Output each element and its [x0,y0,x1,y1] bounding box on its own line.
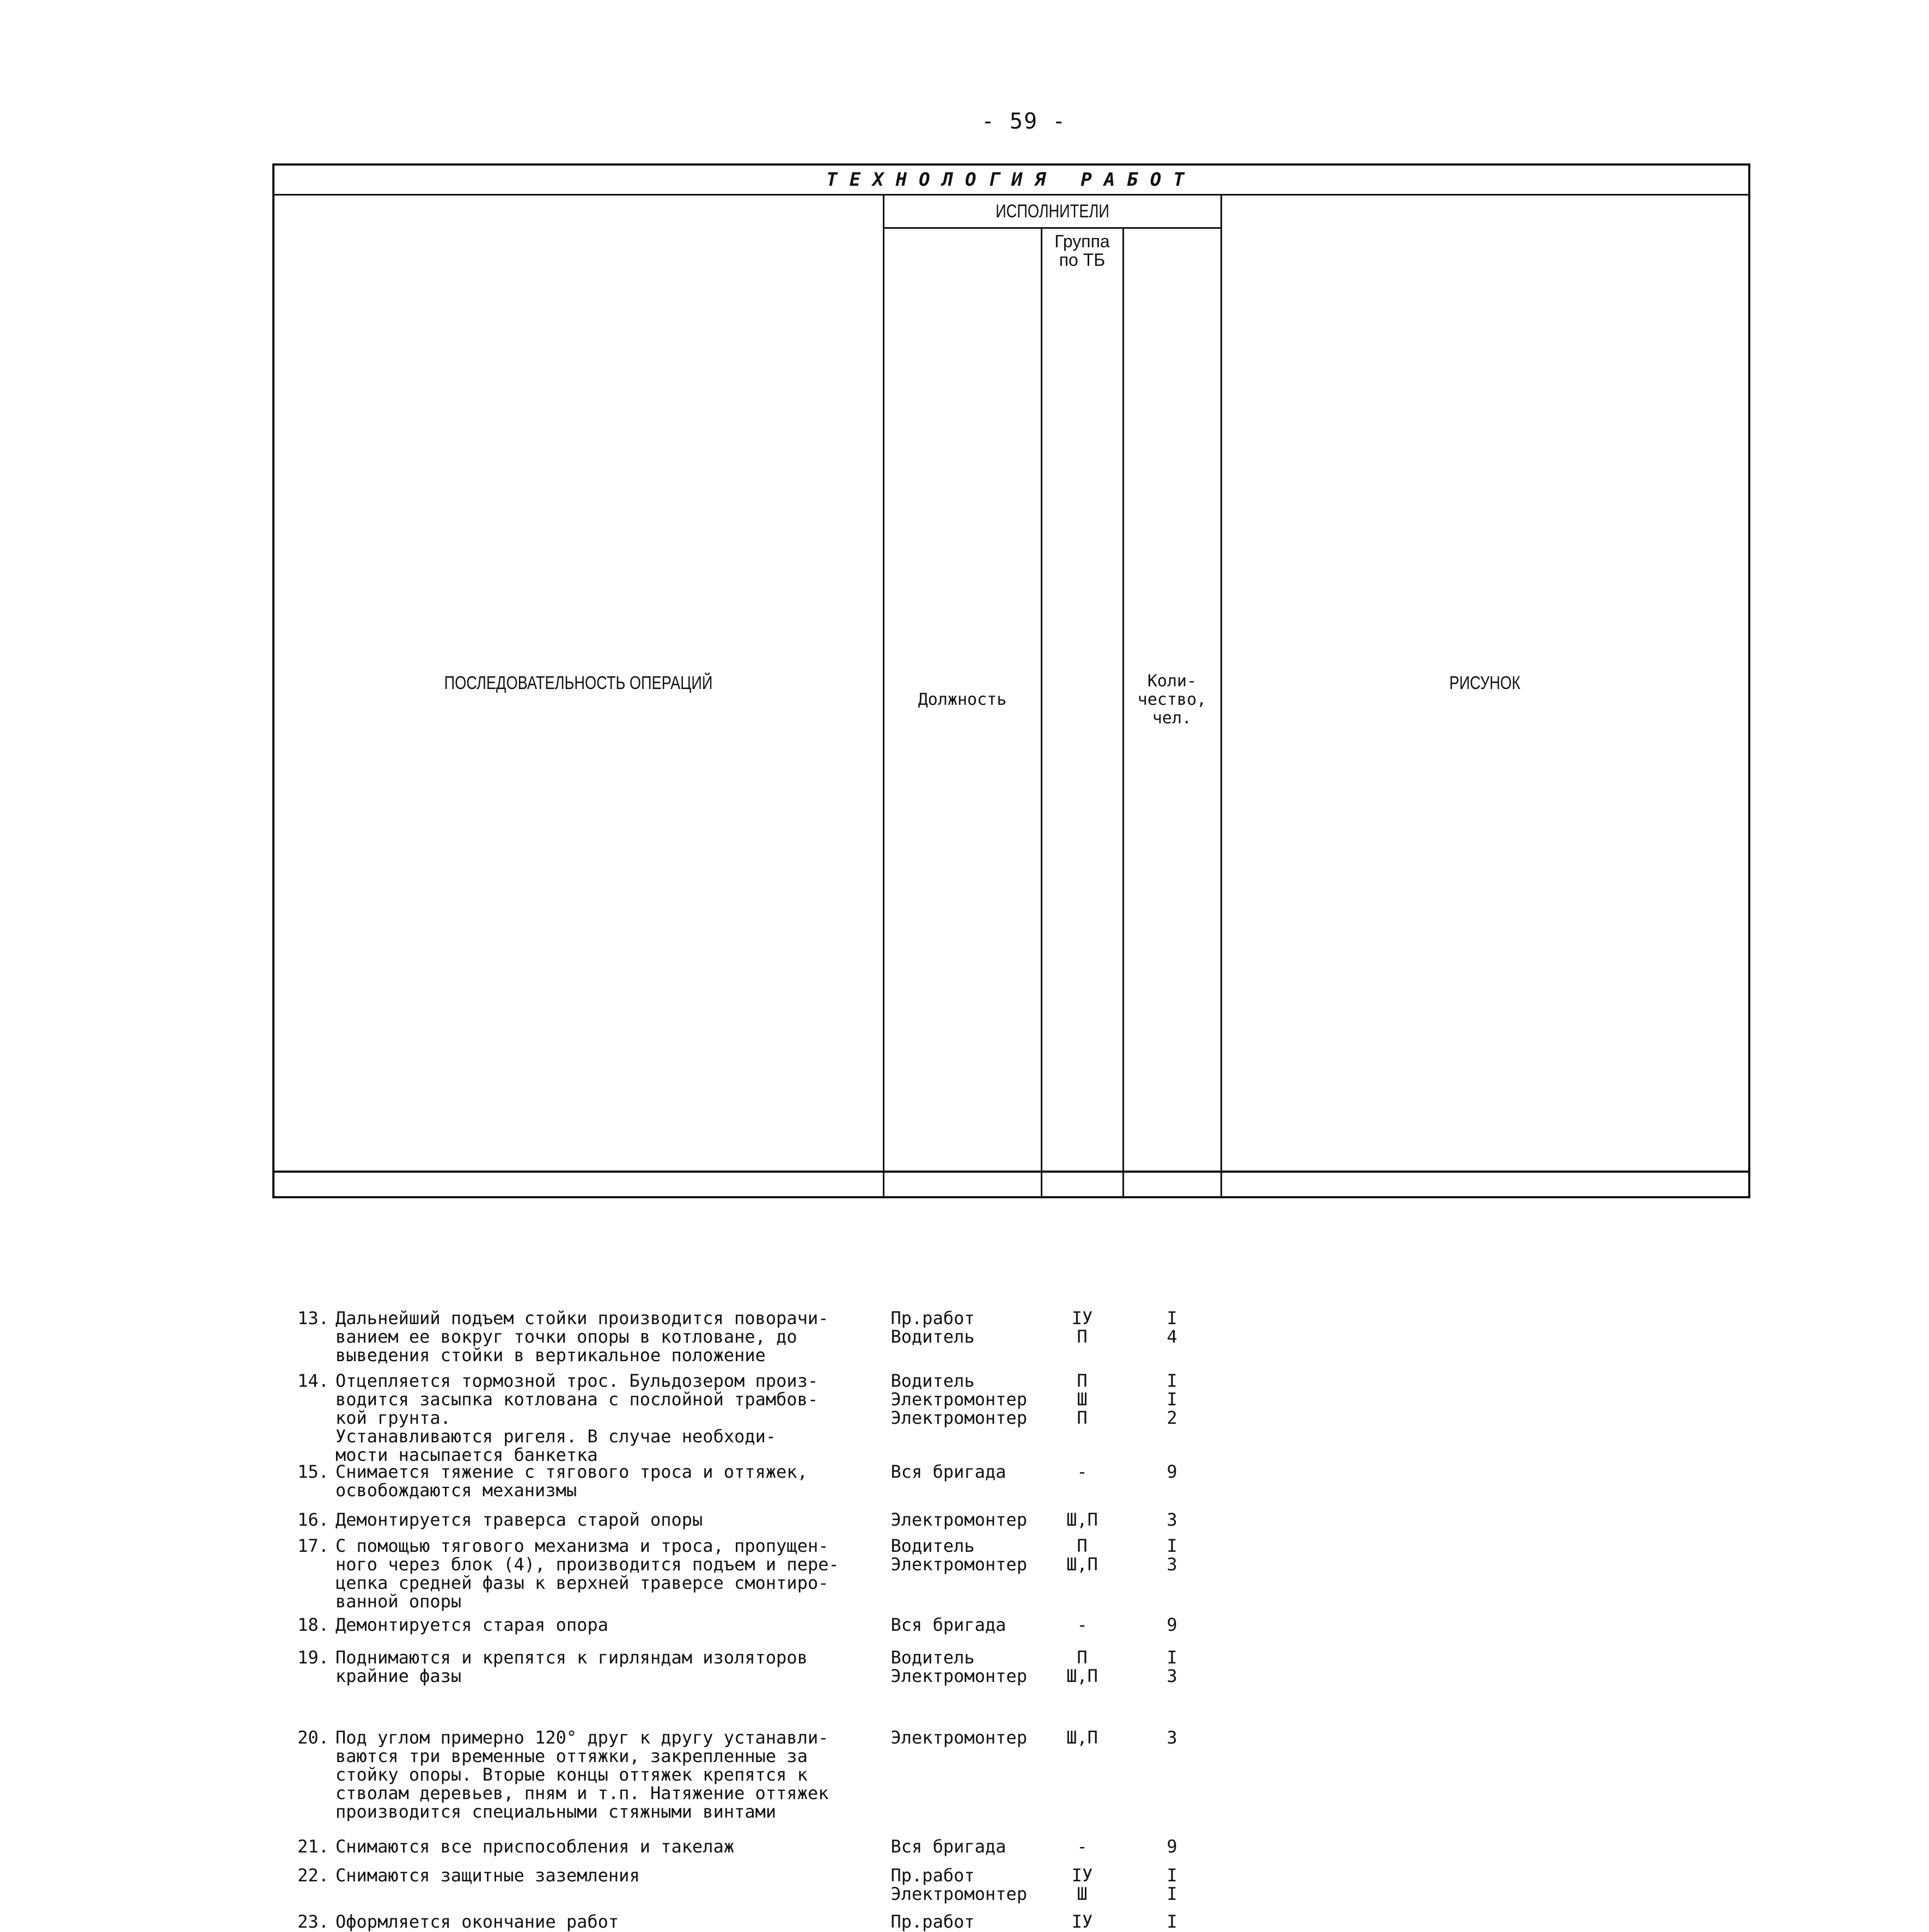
operation-number: 17. [297,1535,329,1557]
operation-text: Отцепляется тормозной трос. Бульдозером произ- водится засыпка котлована с послойной трамбов- кой грунта. Устанавливаются ригеля. В случае необходи- мости насыпается банкетка [335,1370,819,1466]
executor-position: Водитель Электромонтер Электромонтер [890,1370,1027,1429]
header-group: Группа по ТБ [1041,228,1123,1172]
operation-row [274,1537,883,1611]
worker-count: 9 [1167,1461,1177,1483]
operation-row [274,1309,883,1364]
worker-count: I 4 [1167,1308,1177,1348]
operations-column [273,1172,883,1932]
operation-row [274,1837,883,1856]
operation-row [274,1462,883,1500]
operation-row [274,1510,883,1529]
operation-number: 15. [297,1461,329,1483]
technology-table [272,163,1750,1932]
group-column [1041,1172,1123,1932]
worker-count: I I 2 [1167,1370,1177,1429]
safety-group: IУ П [1071,1308,1093,1348]
safety-group: IУ Ш [1071,1865,1093,1905]
operation-row [274,1648,883,1685]
executor-position: Вся бригада [890,1836,1006,1857]
operation-number: 16. [297,1509,329,1531]
operation-number: 13. [297,1308,329,1329]
executor-position: Пр.работ Электромонтер [890,1865,1027,1905]
page-number: - 59 - [981,109,1067,134]
executor-position: Вся бригада [890,1614,1006,1636]
operation-text: Демонтируется траверса старой опоры [335,1509,703,1531]
header-quantity: Коли- чество, чел. [1123,228,1221,1172]
safety-group: - [1077,1614,1088,1636]
executor-position: Пр.работ Водитель [890,1308,975,1348]
worker-count: 9 [1167,1614,1177,1636]
executor-position: Пр.работ [890,1911,975,1932]
operation-row [274,1866,883,1885]
operation-text: С помощью тягового механизма и троса, пропущен- ного через блок (4), производится подъем и пере- цепка средней фазы к верхней траверсе смонтиро- ванной опоры [335,1535,839,1612]
executor-position: Электромонтер [890,1727,1027,1748]
safety-group: Ш,П [1066,1727,1098,1748]
safety-group: П Ш П [1077,1370,1088,1429]
operation-number: 19. [297,1647,329,1668]
quantity-column [1123,1172,1221,1932]
worker-count: 3 [1167,1509,1177,1531]
operation-text: Снимаются защитные заземления [335,1865,640,1886]
operation-row [274,1616,883,1634]
operation-text: Дальнейший подъем стойки производится поворачи- ванием ее вокруг точки опоры в котловане, до выведения стойки в вертикальное положение [335,1308,829,1366]
safety-group: - [1077,1836,1088,1857]
worker-count: I 3 [1167,1647,1177,1687]
executor-position: Водитель Электромонтер [890,1535,1027,1575]
operation-number: 14. [297,1370,329,1392]
worker-count: I I [1167,1865,1177,1905]
header-operations: ПОСЛЕДОВАТЕЛЬНОСТЬ ОПЕРАЦИЙ [273,195,883,1172]
worker-count: I 3 [1167,1535,1177,1575]
operation-number: 22. [297,1865,329,1886]
position-column [883,1172,1041,1932]
safety-group: IУ [1071,1911,1093,1932]
operation-text: Оформляется окончание работ [335,1911,619,1932]
table-title: ТЕХНОЛОГИЯ РАБОТ [273,164,1749,195]
safety-group: П Ш,П [1066,1647,1098,1687]
operation-row [274,1372,883,1464]
figure-column [1221,1172,1749,1197]
operation-number: 18. [297,1614,329,1636]
operation-text: Под углом примерно 120° друг к другу устанавли- ваются три временные оттяжки, закрепленные за стойку опоры. Вторые концы оттяжек крепятся к стволам деревьев, пням и т.п. Натяжение оттяжек производится специальными стяжными винтами [335,1727,829,1823]
header-executors: ИСПОЛНИТЕЛИ [883,195,1221,228]
worker-count: I [1167,1911,1177,1932]
executor-position: Электромонтер [890,1509,1027,1531]
operation-row [274,1728,883,1821]
operation-row [274,1912,883,1931]
safety-group: - [1077,1461,1088,1483]
worker-count: 9 [1167,1836,1177,1857]
operation-text: Демонтируется старая опора [335,1614,608,1636]
operation-number: 21. [297,1836,329,1857]
safety-group: П Ш,П [1066,1535,1098,1575]
operation-number: 20. [297,1727,329,1748]
header-figure: РИСУНОК [1221,195,1749,1172]
worker-count: 3 [1167,1727,1177,1748]
operation-text: Поднимаются и крепятся к гирляндам изоляторов крайние фазы [335,1647,808,1687]
safety-group: Ш,П [1066,1509,1098,1531]
header-position: Должность [883,228,1041,1172]
operation-text: Снимается тяжение с тягового троса и оттяжек, освобождаются механизмы [335,1461,808,1501]
operation-number: 23. [297,1911,329,1932]
executor-position: Вся бригада [890,1461,1006,1483]
executor-position: Водитель Электромонтер [890,1647,1027,1687]
operation-text: Снимаются все приспособления и такелаж [335,1836,735,1857]
